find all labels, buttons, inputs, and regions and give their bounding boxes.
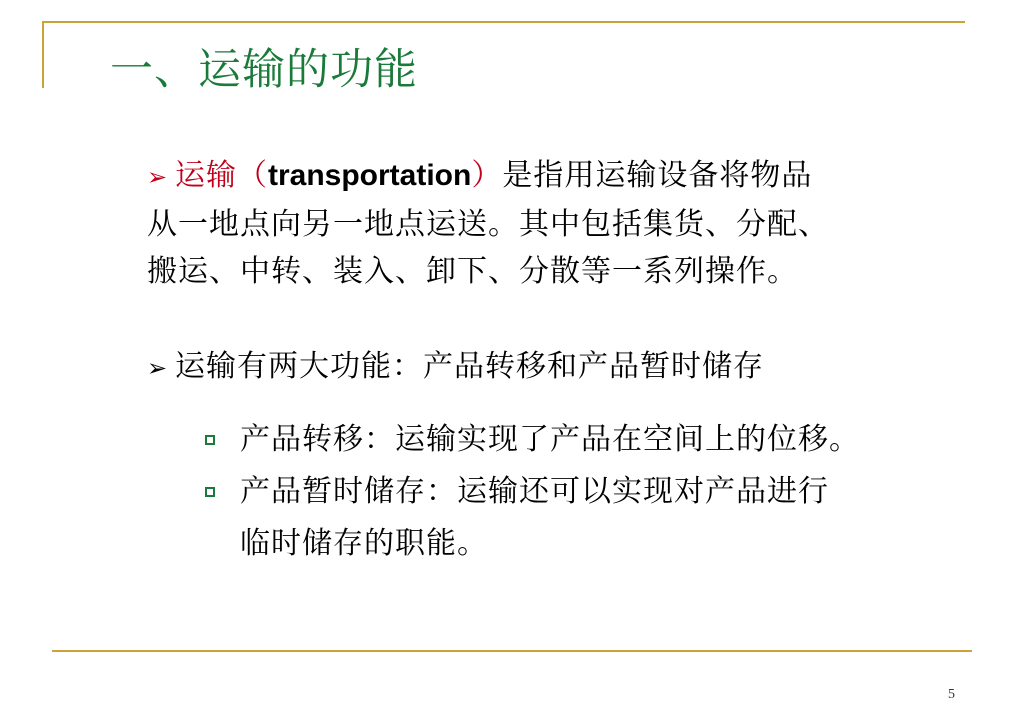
list-item-line: 产品转移：运输实现了产品在空间上的位移。 bbox=[240, 422, 860, 457]
definition-line-1 bbox=[147, 152, 829, 201]
list-item-line: 产品暂时储存：运输还可以实现对产品进行 bbox=[240, 474, 829, 509]
term-english: transportation bbox=[268, 159, 472, 192]
definition-line-3: 搬运、中转、装入、卸下、分散等一系列操作。 bbox=[147, 254, 798, 289]
top-border-line bbox=[42, 21, 965, 23]
page-number: 5 bbox=[948, 687, 955, 702]
square-bullet-icon bbox=[205, 487, 215, 497]
list-item-line: 临时储存的职能。 bbox=[240, 526, 488, 561]
slide-title: 一、运输的功能 bbox=[110, 45, 418, 95]
list-item bbox=[205, 414, 860, 466]
arrow-bullet-icon: ➢ bbox=[147, 354, 169, 382]
bottom-border-line bbox=[52, 650, 972, 652]
function-sub-list bbox=[205, 414, 860, 570]
square-bullet-icon bbox=[205, 435, 215, 445]
list-item bbox=[205, 466, 860, 570]
definition-line-2: 从一地点向另一地点运送。其中包括集货、分配、 bbox=[147, 207, 829, 242]
definition-text-1: 是指用运输设备将物品 bbox=[502, 158, 813, 193]
functions-text: 运输有两大功能：产品转移和产品暂时储存 bbox=[175, 349, 764, 384]
term-label: 运输（ bbox=[175, 158, 268, 193]
left-border-line bbox=[42, 21, 44, 88]
functions-paragraph bbox=[147, 343, 764, 392]
definition-paragraph bbox=[147, 152, 829, 295]
arrow-bullet-icon: ➢ bbox=[147, 163, 169, 191]
term-close: ） bbox=[471, 158, 503, 193]
